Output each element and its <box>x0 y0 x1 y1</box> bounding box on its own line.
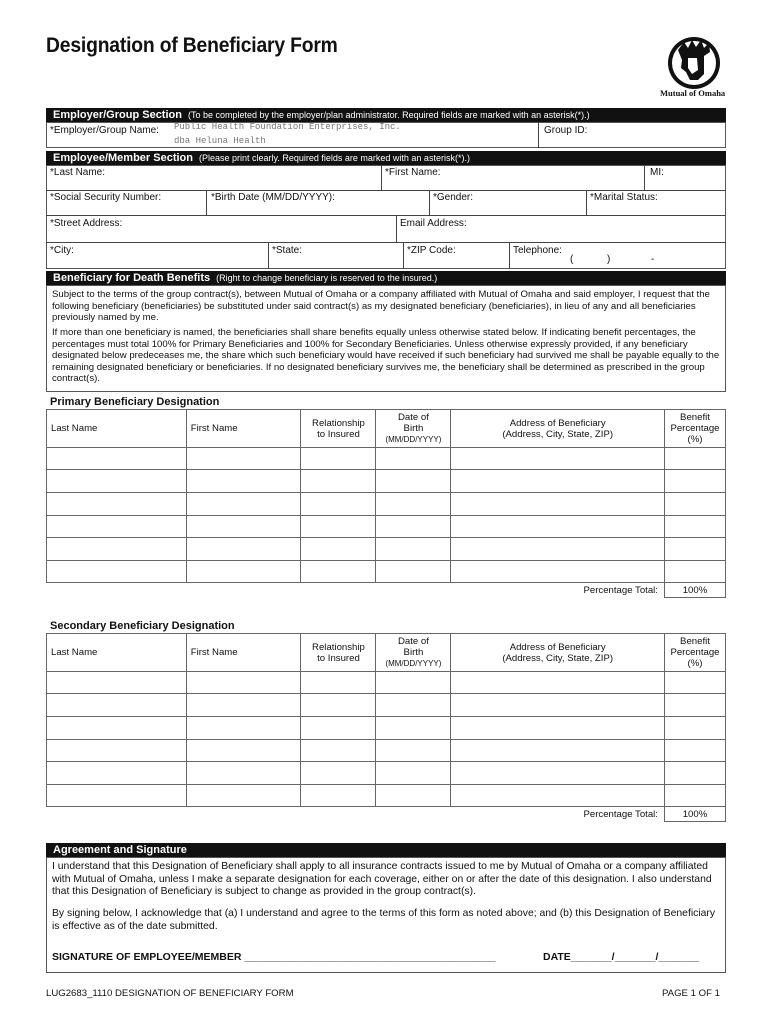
tel-paren-open: ( <box>570 254 574 265</box>
secondary-percentage-total-value: 100% <box>664 807 725 822</box>
col-pct-line2: Percentage <box>670 423 720 434</box>
secondary-total-row <box>47 807 726 822</box>
employee-section-heading: Employee/Member Section <box>53 152 193 164</box>
table-row[interactable] <box>47 785 726 807</box>
table-row[interactable] <box>47 762 726 785</box>
agreement-header <box>46 843 726 857</box>
footer-form-code: LUG2683_1110 DESIGNATION OF BENEFICIARY FORM <box>46 988 294 999</box>
death-benefits-header <box>46 271 726 285</box>
col-dob-line2: Birth <box>403 423 424 434</box>
table-row[interactable] <box>47 740 726 762</box>
primary-beneficiary-heading: Primary Beneficiary Designation <box>50 396 220 408</box>
employer-name-value-line1[interactable]: Public Health Foundation Enterprises, Inc. <box>174 122 401 132</box>
col-last-name: Last Name <box>47 634 187 672</box>
col-relationship <box>301 410 376 448</box>
col-dob-line1: Date of <box>397 412 429 423</box>
death-benefits-paragraph-1: Subject to the terms of the group contract(s), between Mutual of Omaha or a company affiliated with Mutual of Omaha and said employer, I request that the following beneficiary (beneficiaries) be substituted under said contract(s) as my designated beneficiary (beneficiaries), in lieu of any and all beneficiaries previously named by me. <box>52 289 710 324</box>
date-line[interactable]: DATE_______/_______/_______ <box>543 951 700 963</box>
death-benefits-note: (Right to change beneficiary is reserved to the insured.) <box>216 273 438 283</box>
table-row[interactable] <box>47 470 726 493</box>
col-dob-line3: (MM/DD/YYYY) <box>385 659 442 668</box>
employer-section-heading: Employer/Group Section <box>53 109 182 121</box>
col-pct-line3: (%) <box>687 434 703 445</box>
col-pct-line1: Benefit <box>680 412 710 423</box>
street-address-field[interactable]: *Street Address: <box>50 218 123 229</box>
col-pct-line1: Benefit <box>680 636 710 647</box>
col-pct-line3: (%) <box>687 658 703 669</box>
footer-page-number: PAGE 1 OF 1 <box>662 988 720 999</box>
col-relationship-line2: to Insured <box>317 652 360 664</box>
email-address-field[interactable]: Email Address: <box>400 218 467 229</box>
col-dob-line2: Birth <box>403 647 424 658</box>
death-benefits-paragraph-2: If more than one beneficiary is named, the beneficiaries shall share benefits equally unless otherwise stated below. If indicating benefit percentages, the percentages must total 100% for Primary Beneficiaries and 100% for Secondary Beneficiaries. Unless otherwise expressly provided, if any beneficiary designated below predeceases me, the share which such beneficiary would have received if such beneficiary had survived me shall be payable equally to the remaining designated beneficiary or beneficiaries. If no designated beneficiary survives me, the beneficiary shall be determined as prescribed in the group contract(s). <box>52 327 720 385</box>
agreement-paragraph-2: By signing below, I acknowledge that (a) I understand and agree to the terms of this form as noted above; and (b) this Designation of Beneficiary is effective as of the date submitted. <box>52 908 716 932</box>
last-name-field[interactable]: *Last Name: <box>50 167 106 178</box>
col-first-name: First Name <box>186 634 301 672</box>
employer-name-value-line2[interactable]: dba Heluna Health <box>174 136 266 146</box>
tel-dash: - <box>651 254 655 265</box>
city-field[interactable]: *City: <box>50 245 74 256</box>
employer-section-header <box>46 108 726 122</box>
col-dob-line1: Date of <box>397 636 429 647</box>
table-row[interactable] <box>47 448 726 470</box>
primary-percentage-total-value: 100% <box>664 583 725 598</box>
col-relationship-line1: Relationship <box>312 417 365 429</box>
table-row[interactable] <box>47 694 726 717</box>
table-row[interactable] <box>47 493 726 516</box>
col-pct-line2: Percentage <box>670 647 720 658</box>
secondary-percentage-total-label: Percentage Total: <box>47 807 665 822</box>
secondary-beneficiary-heading: Secondary Beneficiary Designation <box>50 620 235 632</box>
col-benefit-percentage <box>664 634 725 672</box>
gender-field[interactable]: *Gender: <box>433 192 474 203</box>
ssn-field[interactable]: *Social Security Number: <box>50 192 162 203</box>
telephone-field[interactable]: Telephone: <box>513 245 562 256</box>
col-relationship-line2: to Insured <box>317 428 360 440</box>
birth-date-field[interactable]: *Birth Date (MM/DD/YYYY): <box>211 192 335 203</box>
tel-paren-close: ) <box>607 254 611 265</box>
employee-section-header <box>46 151 726 165</box>
primary-table-header-row <box>47 410 726 448</box>
first-name-field[interactable]: *First Name: <box>385 167 441 178</box>
signature-line[interactable]: SIGNATURE OF EMPLOYEE/MEMBER ___________________________________________ <box>52 951 496 963</box>
table-row[interactable] <box>47 717 726 740</box>
employee-fields-box <box>46 165 726 269</box>
col-address-line1: Address of Beneficiary <box>509 641 606 653</box>
zip-code-field[interactable]: *ZIP Code: <box>407 245 456 256</box>
form-title: Designation of Beneficiary Form <box>46 34 338 57</box>
col-date-of-birth <box>376 634 451 672</box>
col-address <box>451 634 665 672</box>
state-field[interactable]: *State: <box>272 245 303 256</box>
col-last-name: Last Name <box>47 410 187 448</box>
col-first-name: First Name <box>186 410 301 448</box>
table-row[interactable] <box>47 516 726 538</box>
primary-beneficiary-table <box>46 409 726 598</box>
table-row[interactable] <box>47 538 726 561</box>
col-benefit-percentage <box>664 410 725 448</box>
employer-section-note: (To be completed by the employer/plan administrator. Required fields are marked with an asterisk(*).) <box>187 110 590 120</box>
agreement-paragraph-1: I understand that this Designation of Beneficiary shall apply to all insurance contracts issued to me by Mutual of Omaha or a company affiliated with Mutual of Omaha, unless I make a separate designation for each coverage, either on or after the date of this designation. I also understand that this Designation of Beneficiary is subject to change as provided in the group contract(s). <box>52 861 712 898</box>
marital-status-field[interactable]: *Marital Status: <box>590 192 658 203</box>
logo-text: Mutual of Omaha <box>660 88 726 98</box>
agreement-heading: Agreement and Signature <box>53 844 187 856</box>
primary-percentage-total-label: Percentage Total: <box>47 583 665 598</box>
col-relationship-line1: Relationship <box>312 641 365 653</box>
col-address-line2: (Address, City, State, ZIP) <box>502 428 614 440</box>
col-date-of-birth <box>376 410 451 448</box>
group-id-field[interactable]: Group ID: <box>544 125 588 136</box>
col-address-line1: Address of Beneficiary <box>509 417 606 429</box>
death-benefits-heading: Beneficiary for Death Benefits <box>53 272 211 284</box>
col-address-line2: (Address, City, State, ZIP) <box>502 652 614 664</box>
table-row[interactable] <box>47 672 726 694</box>
table-row[interactable] <box>47 561 726 583</box>
col-address <box>451 410 665 448</box>
col-relationship <box>301 634 376 672</box>
primary-total-row <box>47 583 726 598</box>
col-dob-line3: (MM/DD/YYYY) <box>385 435 442 444</box>
employer-name-label: *Employer/Group Name: <box>50 125 159 136</box>
employee-section-note: (Please print clearly. Required fields are marked with an asterisk(*).) <box>199 153 470 163</box>
mi-field[interactable]: MI: <box>650 167 664 178</box>
secondary-beneficiary-table <box>46 633 726 822</box>
secondary-table-header-row <box>47 634 726 672</box>
